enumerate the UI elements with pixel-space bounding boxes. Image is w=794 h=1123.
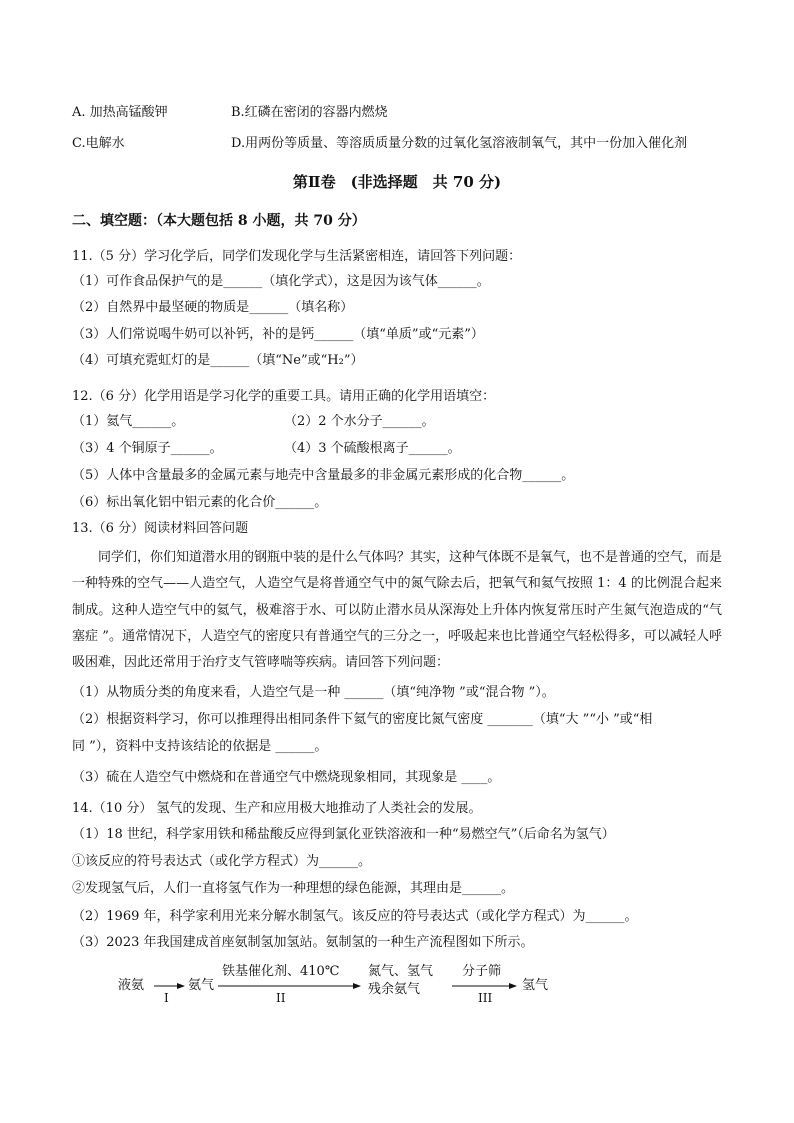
q11-part1: （1）可作食品保护气的是______（填化学式），这是因为该气体______。 <box>72 274 490 289</box>
q11-stem: 11.（5 分）学习化学后，同学们发现化学与生活紧密相连，请回答下列问题： <box>72 249 522 264</box>
q13-part2-line2: 同 ”），资料中支持该结论的依据是 ______。 <box>72 739 328 754</box>
option-d: D.用两份等质量、等溶质质量分数的过氧化氢溶液制氧气，其中一份加入催化剂 <box>231 136 688 151</box>
step-label-3: III <box>478 991 493 1005</box>
step-label-2: II <box>276 991 286 1005</box>
option-a: A. 加热高锰酸钾 <box>72 105 168 120</box>
q14-stem: 14.（10 分） 氢气的发现、生产和应用极大地推动了人类社会的发展。 <box>72 801 482 816</box>
node-residual-ammonia: 残余氨气 <box>368 982 421 997</box>
q12-stem: 12.（6 分）化学用语是学习化学的重要工具。请用正确的化学用语填空： <box>72 389 496 404</box>
q14-part1-sub1: ①该反应的符号表达式（或化学方程式）为______。 <box>72 854 372 869</box>
q13-stem: 13.（6 分）阅读材料回答问题 <box>72 521 249 536</box>
q14-part1-sub2: ②发现氢气后，人们一直将氢气作为一种理想的绿色能源，其理由是______。 <box>72 881 515 896</box>
q14-part2: （2）1969 年，科学家利用光来分解水制氢气。该反应的符号表达式（或化学方程式）为______。 <box>72 909 638 924</box>
ammonia-hydrogen-flowchart <box>118 962 578 1010</box>
condition-step-2: 铁基催化剂、410℃ <box>222 964 340 979</box>
q13-part1: （1）从物质分类的角度来看，人造空气是一种 ______（填“纯净物 ”或“混合物 ”）。 <box>72 685 555 700</box>
q13-part3: （3）硫在人造空气中燃烧和在普通空气中燃烧现象相同，其现象是 ____。 <box>72 770 501 785</box>
q11-part4: （4）可填充霓虹灯的是______（填“Ne”或“H₂”） <box>72 353 364 368</box>
option-row-cd <box>72 135 688 153</box>
node-nitrogen-hydrogen: 氮气、氢气 <box>368 964 434 979</box>
node-hydrogen: 氢气 <box>522 978 549 993</box>
option-b: B.红磷在密闭的容器内燃烧 <box>231 105 388 120</box>
q11-part3: （3）人们常说喝牛奶可以补钙，补的是钙______（填“单质”或“元素”） <box>72 327 484 342</box>
section-title: 第Ⅱ卷 (非选择题 共 70 分) <box>292 173 502 191</box>
node-liquid-ammonia: 液氨 <box>118 978 145 993</box>
q12-part2: （2）2 个水分子______。 <box>284 414 435 429</box>
node-ammonia-gas: 氨气 <box>188 978 215 993</box>
condition-step-3: 分子筛 <box>462 964 502 979</box>
step-label-1: I <box>164 991 169 1005</box>
fill-section-header: 二、填空题：（本大题包括 8 小题，共 70 分） <box>72 213 366 229</box>
flow-arrows <box>118 962 578 1010</box>
q11-part2: （2）自然界中最坚硬的物质是______（填名称） <box>72 300 354 315</box>
q12-part1: （1）氦气______。 <box>72 414 185 429</box>
q14-part3: （3）2023 年我国建成首座氨制氢加氢站。氨制氢的一种生产流程图如下所示。 <box>72 935 534 950</box>
option-c: C.电解水 <box>72 136 125 151</box>
q12-part5: （5）人体中含量最多的金属元素与地壳中含量最多的非金属元素形成的化合物______。 <box>72 468 575 483</box>
q14-part1: （1）18 世纪，科学家用铁和稀盐酸反应得到氯化亚铁溶液和一种“易燃空气”（后命名为氢气） <box>72 827 615 842</box>
q12-part3: （3）4 个铜原子______。 <box>72 441 223 456</box>
option-row-ab <box>72 104 388 122</box>
q12-part6: （6）标出氧化铝中铝元素的化合价______。 <box>72 495 328 510</box>
q12-part4: （4）3 个硫酸根离子______。 <box>284 441 461 456</box>
q13-part2-line1: （2）根据资料学习，你可以推理得出相同条件下氦气的密度比氮气密度 _______（填“大 ”“小 ”或“相 <box>72 712 653 727</box>
q13-reading-passage: 同学们，你们知道潜水用的钢瓶中装的是什么气体吗？其实，这种气体既不是氧气，也不是普通的空气，而是一种特殊的空气——人造空气，人造空气是将普通空气中的氮气除去后，把氧气和氦气按照 1：4 的比例混合起来制成。这种人造空气中的氦气，极难溶于水、可以防止潜水员从深海处上升体内恢复常压时产生氮气泡造成的“气塞症 ”。通常情况下，人造空气的密度只有普通空气的三分之一，呼吸起来也比普通空气轻松得多，可以减轻人呼吸困难，因此还常用于治疗支气管哮喘等疾病。请回答下列问题： <box>72 550 723 671</box>
